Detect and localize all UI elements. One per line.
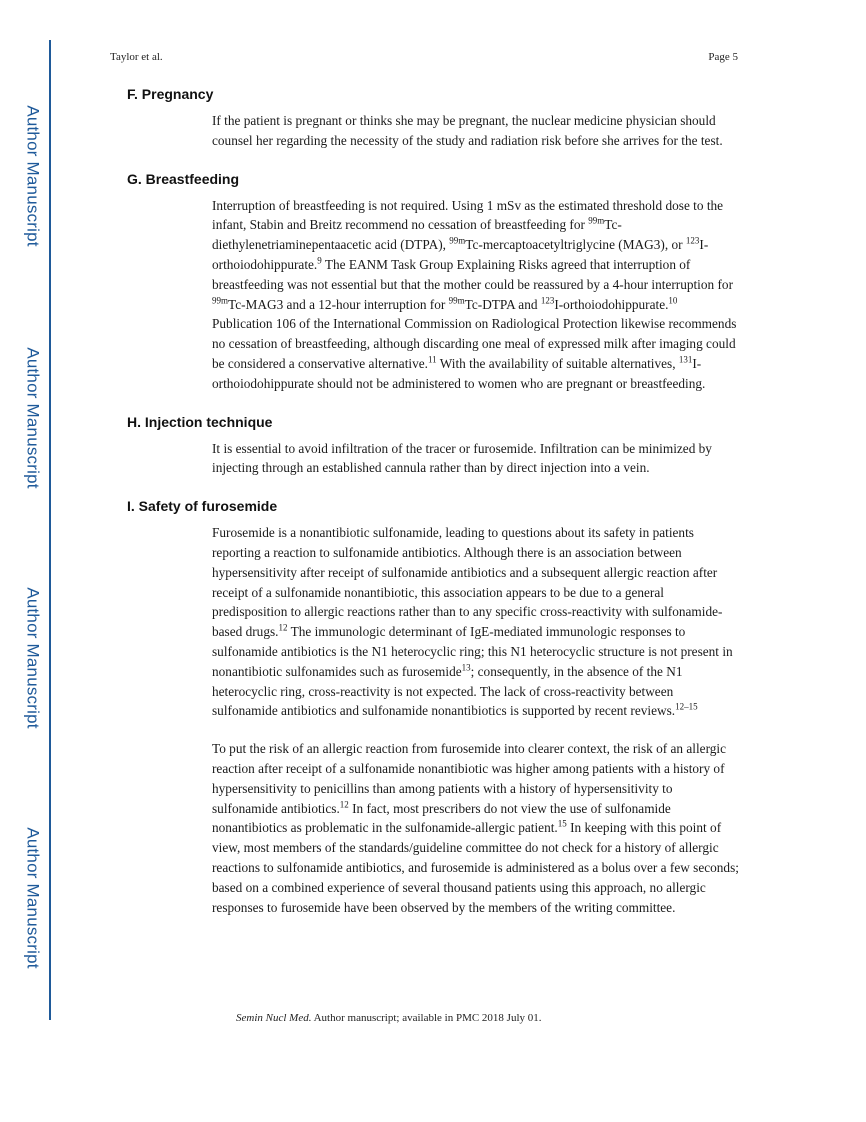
superscript: 15	[557, 818, 567, 829]
superscript: 99m	[449, 235, 466, 246]
sidebar-label-3: Author Manuscript	[24, 587, 44, 729]
paragraph: Furosemide is a nonantibiotic sulfonamide, leading to questions about its safety in patients reporting a reaction to sulfonamide antibiotics. Although there is an association between hypersensitivity after receipt of sulfonamide antibiotics and a subsequent allergic reaction after receipt of a sulfonamide nonantibiotic, this association appears to be due to a general predisposition to allergic reactions rather than to any specific cross-reactivity with sulfonamide-based drugs.$^{12}$ The immunologic determinant of IgE-mediated immunologic responses to sulfonamide antibiotics is the N1 heterocyclic ring; this N1 heterocyclic structure is not present in nonantibiotic sulfonamides such as furosemide$^{13}$; consequently, in the absence of the N1 heterocyclic ring, cross-reactivity is not expected. The lack of cross-reactivity between sulfonamide antibiotics and sulfonamide nonantibiotics is supported by recent reviews.$^{12-15}$	[212, 525, 733, 719]
superscript: 123	[540, 295, 555, 306]
superscript: 123	[685, 235, 700, 246]
superscript: 99m	[448, 295, 465, 306]
sidebar-label-1: Author Manuscript	[24, 105, 44, 247]
journal-name: Semin Nucl Med.	[236, 1012, 312, 1024]
superscript: 99m	[588, 215, 605, 226]
page-number: Page 5	[708, 51, 738, 63]
superscript: 12	[339, 799, 349, 810]
superscript: 10	[668, 295, 678, 306]
section-heading: F. Pregnancy	[127, 86, 214, 102]
footer-note: Author manuscript; available in PMC 2018 July 01.	[311, 1012, 542, 1024]
superscript: 11	[427, 354, 437, 365]
section-breastfeeding	[127, 171, 747, 394]
superscript: 12	[278, 622, 288, 633]
section-injection-technique	[127, 414, 747, 479]
running-head-author: Taylor et al.	[110, 51, 163, 63]
section-heading: H. Injection technique	[127, 413, 273, 430]
paragraph: If the patient is pregnant or thinks she may be pregnant, the nuclear medicine physician should counsel her regarding the necessity of the study and radiation risk before she arrives for the test.	[212, 113, 723, 148]
paragraph: Interruption of breastfeeding is not required. Using 1 mSv as the estimated threshold dose to the infant, Stabin and Breitz recommend no cessation of breastfeeding for $^{99m}$Tc-diethylenetriaminepentaacetic acid (DTPA), $^{99m}$Tc-mercaptoacetyltriglycine (MAG3), or $^{123}$I-orthoiodohippurate.$^9$ The EANM Task Group Explaining Risks agreed that interruption of breastfeeding was not essential but that the mother could be reassured by a 4-hour interruption for $^{99m}$Tc-MAG3 and a 12-hour interruption for $^{99m}$Tc-DTPA and $^{123}$I-orthoiodohippurate.$^{10}$ Publication 106 of the International Commission on Radiological Protection likewise recommends no cessation of breastfeeding, although discarding one meal of expressed milk after imaging could be considered a conservative alternative.$^{11}$ With the availability of suitable alternatives, $^{131}$I-orthoiodohippurate should not be administered to women who are pregnant or breastfeeding.	[212, 197, 737, 391]
superscript: 12–15	[675, 701, 698, 712]
section-heading: G. Breastfeeding	[127, 170, 240, 187]
sidebar-rule	[49, 40, 51, 1020]
paragraph: It is essential to avoid infiltration of the tracer or furosemide. Infiltration can be minimized by injecting through an established cannula rather than by direct injection into a vein.	[212, 440, 712, 476]
superscript: 9	[317, 255, 322, 266]
superscript: 13	[461, 662, 471, 673]
article-body	[127, 86, 747, 917]
sidebar-label-2: Author Manuscript	[24, 347, 44, 489]
superscript: 131	[678, 354, 693, 365]
section-heading: I. Safety of furosemide	[127, 498, 278, 515]
section-pregnancy	[127, 86, 747, 151]
superscript: 99m	[212, 295, 229, 306]
sidebar-label-4: Author Manuscript	[24, 827, 44, 969]
paragraph: To put the risk of an allergic reaction from furosemide into clearer context, the risk of an allergic reaction after receipt of a sulfonamide nonantibiotic was higher among patients with a history of hypersensitivity to penicillins than among patients with a history of hypersensitivity to sulfonamide antibiotics.$^{12}$ In fact, most prescribers do not view the use of sulfonamide nonantibiotics as problematic in the sulfonamide-allergic patient.$^{15}$ In keeping with this point of view, most members of the standards/guideline committee do not check for a history of allergic reactions to sulfonamide antibiotics, and furosemide is administered as a bolus over a few seconds; based on a combined experience of several thousand patients using this approach, no allergic responses to furosemide have been observed by the members of the writing committee.	[212, 741, 739, 915]
section-safety-of-furosemide	[127, 498, 747, 917]
